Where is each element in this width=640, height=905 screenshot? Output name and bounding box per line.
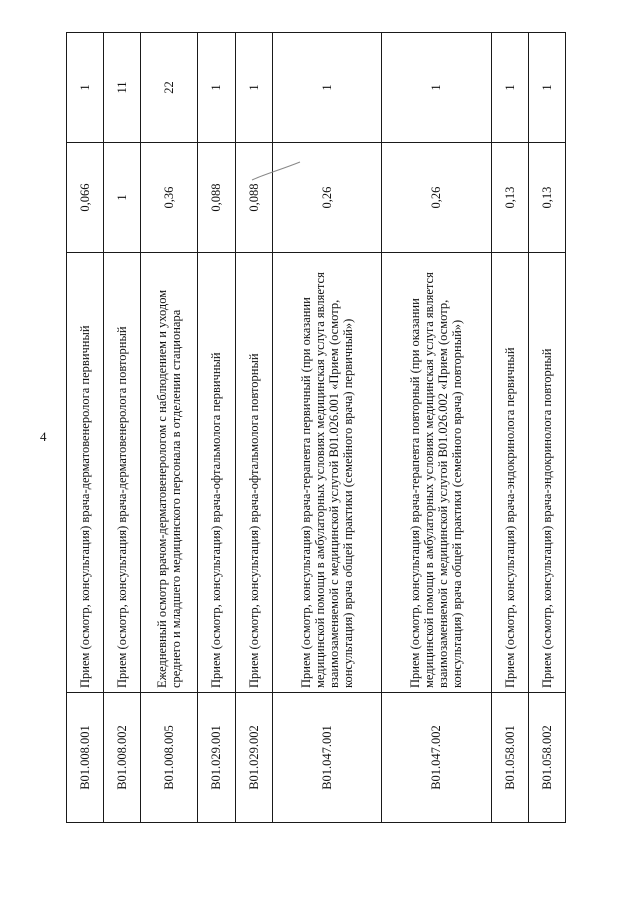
service-count: 22: [141, 33, 198, 143]
table-row: [141, 33, 198, 823]
service-name: Прием (осмотр, консультация) врача-терапевта повторный (при оказании медицинской помощи в амбулаторных условиях медицинская услуга является взаимозаменяемой с медицинской услугой B01.026.002 «Прием (осмотр, консультация) врача общей практики (семейного врача) повторный»): [382, 253, 491, 693]
service-count: 11: [104, 33, 141, 143]
frequency-coefficient: 0,36: [141, 143, 198, 253]
service-name: Прием (осмотр, консультация) врача-дерматовенеролога повторный: [104, 253, 141, 693]
frequency-coefficient: 0,13: [528, 143, 565, 253]
frequency-coefficient: 0,26: [382, 143, 491, 253]
service-name: Прием (осмотр, консультация) врача-офтальмолога первичный: [198, 253, 235, 693]
service-count: 1: [198, 33, 235, 143]
table-row: [198, 33, 235, 823]
service-code: B01.008.002: [104, 693, 141, 823]
service-code: B01.058.001: [491, 693, 528, 823]
table-row: [528, 33, 565, 823]
service-name: Прием (осмотр, консультация) врача-эндокринолога первичный: [491, 253, 528, 693]
table-row: [67, 33, 104, 823]
service-code: B01.029.002: [235, 693, 272, 823]
table-row: [382, 33, 491, 823]
service-name: Ежедневный осмотр врачом-дерматовенерологом с наблюдением и уходом среднего и младшего медицинского персонала в отделении стационара: [141, 253, 198, 693]
table-row: [272, 33, 381, 823]
frequency-coefficient: 0,088: [235, 143, 272, 253]
pen-mark: [250, 160, 310, 200]
frequency-coefficient: 0,13: [491, 143, 528, 253]
table-row: [104, 33, 141, 823]
frequency-coefficient: 0,088: [198, 143, 235, 253]
service-code: B01.047.002: [382, 693, 491, 823]
service-code: B01.008.001: [67, 693, 104, 823]
service-count: 1: [382, 33, 491, 143]
service-count: 1: [67, 33, 104, 143]
service-code: B01.008.005: [141, 693, 198, 823]
service-count: 1: [491, 33, 528, 143]
table-row: [235, 33, 272, 823]
rotated-table-container: [66, 33, 566, 823]
service-count: 1: [528, 33, 565, 143]
service-name: Прием (осмотр, консультация) врача-дерматовенеролога первичный: [67, 253, 104, 693]
frequency-coefficient: 0,066: [67, 143, 104, 253]
service-name: Прием (осмотр, консультация) врача-эндокринолога повторный: [528, 253, 565, 693]
frequency-coefficient: 1: [104, 143, 141, 253]
table-row: [491, 33, 528, 823]
service-count: 1: [272, 33, 381, 143]
service-code: B01.058.002: [528, 693, 565, 823]
frequency-coefficient: 0,26: [272, 143, 381, 253]
page-number: 4: [40, 429, 47, 444]
service-code: B01.047.001: [272, 693, 381, 823]
services-table: [66, 32, 566, 823]
service-name: Прием (осмотр, консультация) врача-терапевта первичный (при оказании медицинской помощи в амбулаторных условиях медицинская услуга является взаимозаменяемой с медицинской услугой B01.026.001 «Прием (осмотр, консультация) врача общей практики (семейного врача) первичный»): [272, 253, 381, 693]
service-name: Прием (осмотр, консультация) врача-офтальмолога повторный: [235, 253, 272, 693]
service-count: 1: [235, 33, 272, 143]
service-code: B01.029.001: [198, 693, 235, 823]
